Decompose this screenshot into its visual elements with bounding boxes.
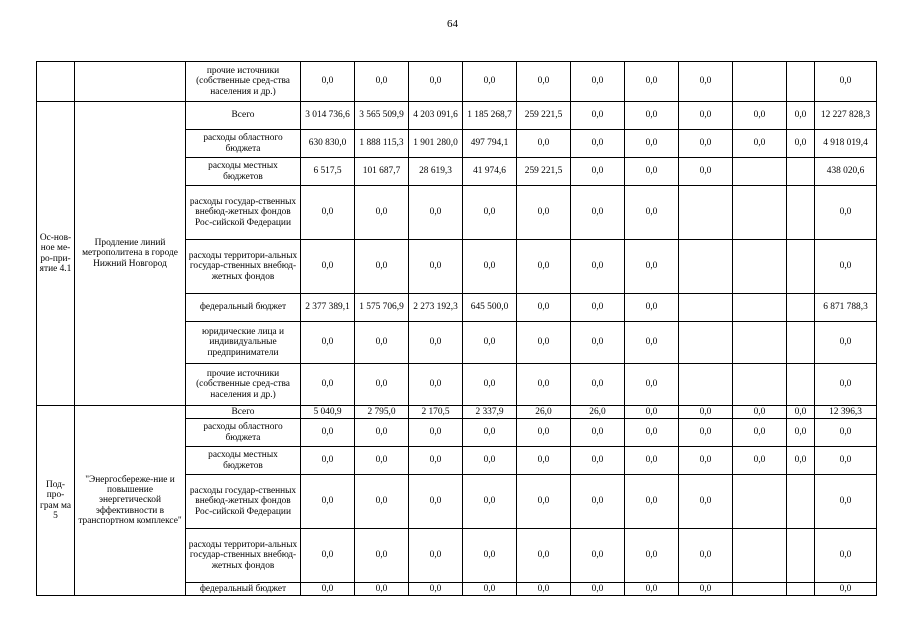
value-cell: 0,0 [679,62,733,102]
value-cell: 0,0 [787,419,815,447]
value-cell [733,158,787,186]
value-cell: 0,0 [517,294,571,322]
value-cell: 26,0 [571,406,625,419]
value-cell: 0,0 [463,419,517,447]
value-cell: 630 830,0 [301,130,355,158]
value-cell: 0,0 [517,322,571,364]
value-cell: 0,0 [409,240,463,294]
value-cell: 0,0 [463,240,517,294]
section-code-cell: Под-про-грам ма 5 [37,406,75,596]
value-cell: 3 565 509,9 [355,102,409,130]
funding-source-cell: федеральный бюджет [186,294,301,322]
value-cell: 259 221,5 [517,102,571,130]
value-cell: 0,0 [679,158,733,186]
value-cell: 0,0 [463,364,517,406]
value-cell: 0,0 [355,529,409,583]
value-cell: 0,0 [571,186,625,240]
value-cell: 0,0 [355,583,409,596]
page-number: 64 [447,18,458,30]
funding-source-cell: юридические лица и индивидуальные предприниматели [186,322,301,364]
value-cell: 0,0 [625,364,679,406]
value-cell: 0,0 [409,186,463,240]
value-cell: 0,0 [355,62,409,102]
value-cell: 645 500,0 [463,294,517,322]
value-cell [787,583,815,596]
value-cell: 0,0 [679,447,733,475]
value-cell: 0,0 [571,419,625,447]
value-cell [679,294,733,322]
section-title-cell: Продление линий метрополитена в городе Нижний Новгород [75,102,186,406]
budget-table [36,61,877,596]
table-row [37,406,877,419]
value-cell: 0,0 [815,240,877,294]
value-cell: 0,0 [355,447,409,475]
value-cell: 2 795,0 [355,406,409,419]
value-cell: 0,0 [625,447,679,475]
value-cell: 0,0 [787,130,815,158]
value-cell: 0,0 [733,447,787,475]
value-cell: 0,0 [409,364,463,406]
value-cell: 2 273 192,3 [409,294,463,322]
value-cell: 0,0 [733,130,787,158]
value-cell: 0,0 [517,583,571,596]
value-cell: 0,0 [625,62,679,102]
value-cell: 0,0 [517,240,571,294]
section-code-cell: Ос-нов-ное ме-ро-при-ятие 4.1 [37,102,75,406]
value-cell: 0,0 [815,322,877,364]
value-cell [787,529,815,583]
value-cell: 0,0 [301,62,355,102]
value-cell: 0,0 [355,419,409,447]
value-cell: 2 377 389,1 [301,294,355,322]
value-cell: 0,0 [517,529,571,583]
value-cell: 0,0 [787,406,815,419]
value-cell: 0,0 [815,475,877,529]
value-cell: 259 221,5 [517,158,571,186]
value-cell: 0,0 [815,186,877,240]
value-cell: 0,0 [815,62,877,102]
value-cell [787,364,815,406]
value-cell [787,240,815,294]
value-cell: 0,0 [409,62,463,102]
value-cell: 438 020,6 [815,158,877,186]
section-title-cell: "Энергосбереже-ние и повышение энергетической эффективности в транспортном комплексе" [75,406,186,596]
value-cell: 0,0 [625,322,679,364]
value-cell: 0,0 [301,240,355,294]
value-cell: 0,0 [571,102,625,130]
value-cell: 0,0 [355,322,409,364]
value-cell: 0,0 [517,475,571,529]
funding-source-cell: расходы территори-альных государ-ственных внебюд-жетных фондов [186,240,301,294]
value-cell [787,294,815,322]
value-cell: 2 170,5 [409,406,463,419]
value-cell: 0,0 [733,102,787,130]
value-cell: 0,0 [301,322,355,364]
value-cell: 0,0 [679,529,733,583]
value-cell: 0,0 [815,529,877,583]
value-cell: 0,0 [517,62,571,102]
value-cell: 101 687,7 [355,158,409,186]
funding-source-cell: расходы государ-ственных внебюд-жетных фондов Рос-сийской Федерации [186,186,301,240]
value-cell: 0,0 [355,364,409,406]
funding-source-cell: прочие источники (собственные сред-ства населения и др.) [186,364,301,406]
value-cell: 0,0 [517,447,571,475]
value-cell: 0,0 [463,475,517,529]
value-cell: 0,0 [409,583,463,596]
funding-source-cell: Всего [186,102,301,130]
value-cell: 0,0 [679,102,733,130]
value-cell: 0,0 [733,406,787,419]
value-cell: 497 794,1 [463,130,517,158]
funding-source-cell: расходы местных бюджетов [186,447,301,475]
value-cell [679,322,733,364]
value-cell: 0,0 [787,102,815,130]
value-cell: 0,0 [301,419,355,447]
value-cell: 0,0 [625,158,679,186]
value-cell: 0,0 [463,62,517,102]
value-cell: 0,0 [463,186,517,240]
value-cell: 4 203 091,6 [409,102,463,130]
value-cell: 0,0 [571,130,625,158]
value-cell: 0,0 [463,529,517,583]
value-cell: 1 575 706,9 [355,294,409,322]
value-cell [733,294,787,322]
value-cell: 0,0 [301,475,355,529]
value-cell: 0,0 [571,364,625,406]
value-cell: 0,0 [409,447,463,475]
value-cell: 0,0 [517,364,571,406]
value-cell: 5 040,9 [301,406,355,419]
value-cell: 0,0 [463,322,517,364]
value-cell: 0,0 [355,186,409,240]
value-cell: 0,0 [625,130,679,158]
value-cell: 26,0 [517,406,571,419]
value-cell: 0,0 [625,406,679,419]
value-cell: 1 901 280,0 [409,130,463,158]
funding-source-cell: прочие источники (собственные сред-ства населения и др.) [186,62,301,102]
value-cell: 0,0 [301,364,355,406]
value-cell: 0,0 [571,62,625,102]
value-cell: 6 871 788,3 [815,294,877,322]
value-cell: 0,0 [517,419,571,447]
value-cell: 0,0 [815,447,877,475]
value-cell: 0,0 [679,419,733,447]
value-cell [733,529,787,583]
value-cell: 6 517,5 [301,158,355,186]
value-cell [679,240,733,294]
value-cell: 0,0 [733,419,787,447]
value-cell: 0,0 [571,240,625,294]
value-cell [733,322,787,364]
value-cell: 0,0 [625,186,679,240]
value-cell [787,62,815,102]
value-cell: 1 888 115,3 [355,130,409,158]
table-row [37,102,877,130]
value-cell: 1 185 268,7 [463,102,517,130]
value-cell: 0,0 [571,475,625,529]
value-cell [679,186,733,240]
section-code-cell [37,62,75,102]
value-cell: 0,0 [301,186,355,240]
value-cell: 4 918 019,4 [815,130,877,158]
value-cell: 0,0 [409,419,463,447]
value-cell [733,475,787,529]
value-cell: 0,0 [355,475,409,529]
value-cell [787,475,815,529]
value-cell: 12 396,3 [815,406,877,419]
value-cell: 0,0 [625,240,679,294]
value-cell: 0,0 [625,294,679,322]
value-cell: 0,0 [625,102,679,130]
value-cell: 0,0 [625,475,679,529]
value-cell: 0,0 [463,583,517,596]
value-cell: 12 227 828,3 [815,102,877,130]
value-cell [733,62,787,102]
value-cell: 0,0 [679,406,733,419]
value-cell: 0,0 [625,583,679,596]
value-cell: 0,0 [679,583,733,596]
value-cell: 0,0 [571,294,625,322]
value-cell: 0,0 [571,158,625,186]
value-cell: 28 619,3 [409,158,463,186]
funding-source-cell: расходы местных бюджетов [186,158,301,186]
value-cell [733,364,787,406]
value-cell: 0,0 [815,419,877,447]
funding-source-cell: расходы государ-ственных внебюд-жетных фондов Рос-сийской Федерации [186,475,301,529]
value-cell: 41 974,6 [463,158,517,186]
funding-source-cell: расходы областного бюджета [186,419,301,447]
value-cell: 0,0 [355,240,409,294]
value-cell: 0,0 [301,583,355,596]
value-cell: 0,0 [625,529,679,583]
value-cell [787,322,815,364]
value-cell: 3 014 736,6 [301,102,355,130]
value-cell: 0,0 [301,529,355,583]
value-cell: 0,0 [517,186,571,240]
value-cell [787,186,815,240]
value-cell: 0,0 [571,583,625,596]
value-cell: 0,0 [409,322,463,364]
value-cell: 0,0 [571,322,625,364]
funding-source-cell: федеральный бюджет [186,583,301,596]
value-cell: 0,0 [815,364,877,406]
value-cell: 0,0 [409,475,463,529]
funding-source-cell: расходы территори-альных государ-ственных внебюд-жетных фондов [186,529,301,583]
value-cell: 0,0 [679,130,733,158]
section-title-cell [75,62,186,102]
value-cell: 0,0 [625,419,679,447]
value-cell: 0,0 [787,447,815,475]
value-cell: 0,0 [571,529,625,583]
value-cell: 0,0 [815,583,877,596]
value-cell: 0,0 [409,529,463,583]
funding-source-cell: Всего [186,406,301,419]
value-cell [679,364,733,406]
value-cell: 0,0 [679,475,733,529]
value-cell: 2 337,9 [463,406,517,419]
value-cell: 0,0 [463,447,517,475]
table-row [37,62,877,102]
value-cell: 0,0 [571,447,625,475]
value-cell [787,158,815,186]
value-cell: 0,0 [517,130,571,158]
value-cell [733,583,787,596]
funding-source-cell: расходы областного бюджета [186,130,301,158]
value-cell [733,240,787,294]
value-cell [733,186,787,240]
value-cell: 0,0 [301,447,355,475]
